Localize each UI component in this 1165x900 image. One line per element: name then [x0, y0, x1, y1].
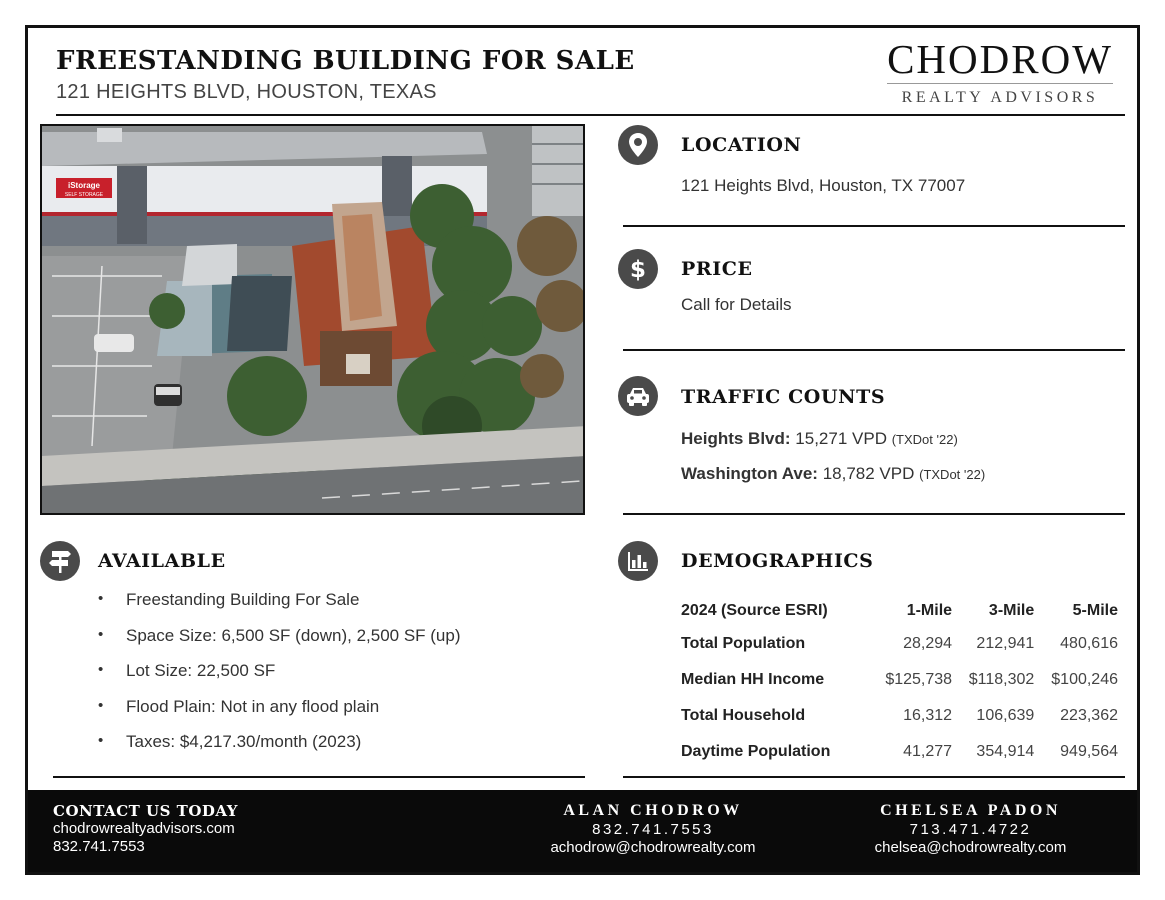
agent-name: ALAN CHODROW: [563, 802, 743, 819]
demographics-divider: [623, 776, 1125, 778]
row-label: Total Population: [681, 635, 806, 652]
table-cell: 949,564: [1060, 743, 1118, 760]
available-heading: AVAILABLE: [98, 550, 226, 572]
list-item: • Lot Size: 22,500 SF: [98, 661, 461, 697]
agent-card: [848, 802, 1093, 857]
brand-tagline: REALTY ADVISORS: [901, 89, 1099, 107]
agent-email[interactable]: chelsea@chodrowrealty.com: [874, 839, 1067, 856]
table-cell: 480,616: [1060, 635, 1118, 652]
row-label: Median HH Income: [681, 671, 825, 688]
row-label: Daytime Population: [681, 743, 831, 760]
list-item: • Space Size: 6,500 SF (down), 2,500 SF (up): [98, 626, 461, 662]
contact-footer: [28, 790, 1137, 872]
property-aerial-photo: [40, 124, 585, 515]
website-link[interactable]: chodrowrealtyadvisors.com: [53, 820, 235, 837]
agent-card: [538, 802, 768, 857]
agent-phone[interactable]: 713.471.4722: [909, 821, 1032, 838]
traffic-count: 18,782 VPD: [822, 464, 915, 483]
list-item: • Freestanding Building For Sale: [98, 590, 461, 626]
location-address: 121 Heights Blvd, Houston, TX 77007: [681, 176, 966, 195]
signpost-icon: [40, 541, 80, 581]
contact-block: [53, 802, 238, 856]
table-row: [681, 626, 1118, 662]
table-cell: $100,246: [1051, 671, 1118, 688]
page-title: FREESTANDING BUILDING FOR SALE: [56, 46, 635, 76]
table-row: [681, 698, 1118, 734]
traffic-row: [681, 429, 958, 449]
bar-chart-icon: [618, 541, 658, 581]
table-row: [681, 734, 1118, 770]
list-item: • Taxes: $4,217.30/month (2023): [98, 732, 461, 768]
header-divider: [56, 114, 1125, 116]
svg-text:$: $: [629, 257, 647, 283]
table-cell: 354,914: [976, 743, 1035, 760]
table-cell: 28,294: [903, 635, 953, 652]
contact-heading: CONTACT US TODAY: [53, 802, 238, 820]
demographics-table: [681, 596, 1118, 770]
traffic-source: (TXDot '22): [919, 467, 986, 482]
location-pin-icon: [618, 125, 658, 165]
traffic-road: Heights Blvd:: [681, 429, 791, 448]
table-cell: $125,738: [885, 671, 953, 688]
traffic-count: 15,271 VPD: [795, 429, 887, 448]
available-divider: [53, 776, 585, 778]
agent-phone[interactable]: 832.741.7553: [592, 821, 714, 838]
storage-sign-sub: SELF STORAGE: [64, 192, 104, 198]
dollar-icon: [618, 249, 658, 289]
table-header-row: [681, 596, 1118, 626]
storage-sign-brand: iStorage: [67, 181, 101, 190]
table-cell: 223,362: [1060, 707, 1118, 724]
traffic-road: Washington Ave:: [681, 464, 818, 483]
location-heading: LOCATION: [681, 134, 802, 156]
office-phone[interactable]: 832.741.7553: [53, 838, 145, 855]
property-address-heading: 121 HEIGHTS BLVD, HOUSTON, TEXAS: [56, 81, 437, 103]
demographics-heading: DEMOGRAPHICS: [681, 550, 874, 572]
table-cell: $118,302: [968, 671, 1035, 688]
flyer-page: [25, 25, 1140, 875]
traffic-divider: [623, 513, 1125, 515]
brand-divider: [887, 83, 1113, 84]
brand-name: CHODROW: [887, 36, 1113, 82]
traffic-row: [681, 464, 985, 484]
table-row: [681, 662, 1118, 698]
column-header: 5-Mile: [1072, 602, 1118, 619]
price-value: Call for Details: [681, 295, 792, 314]
price-heading: PRICE: [681, 258, 753, 280]
price-divider: [623, 349, 1125, 351]
table-cell: 212,941: [976, 635, 1035, 652]
traffic-source: (TXDot '22): [891, 432, 958, 447]
brand-logo: [887, 38, 1113, 107]
table-cell: 41,277: [903, 743, 953, 760]
column-header: 3-Mile: [988, 602, 1035, 619]
table-cell: 106,639: [976, 707, 1035, 724]
column-header: 2024 (Source ESRI): [681, 602, 828, 619]
available-list: [98, 590, 461, 768]
agent-name: CHELSEA PADON: [880, 802, 1061, 819]
list-item: • Flood Plain: Not in any flood plain: [98, 697, 461, 733]
column-header: 1-Mile: [906, 602, 953, 619]
row-label: Total Household: [681, 707, 806, 724]
agent-email[interactable]: achodrow@chodrowrealty.com: [550, 839, 756, 856]
table-cell: 16,312: [903, 707, 953, 724]
location-divider: [623, 225, 1125, 227]
car-icon: [618, 376, 658, 416]
traffic-heading: TRAFFIC COUNTS: [681, 386, 886, 408]
